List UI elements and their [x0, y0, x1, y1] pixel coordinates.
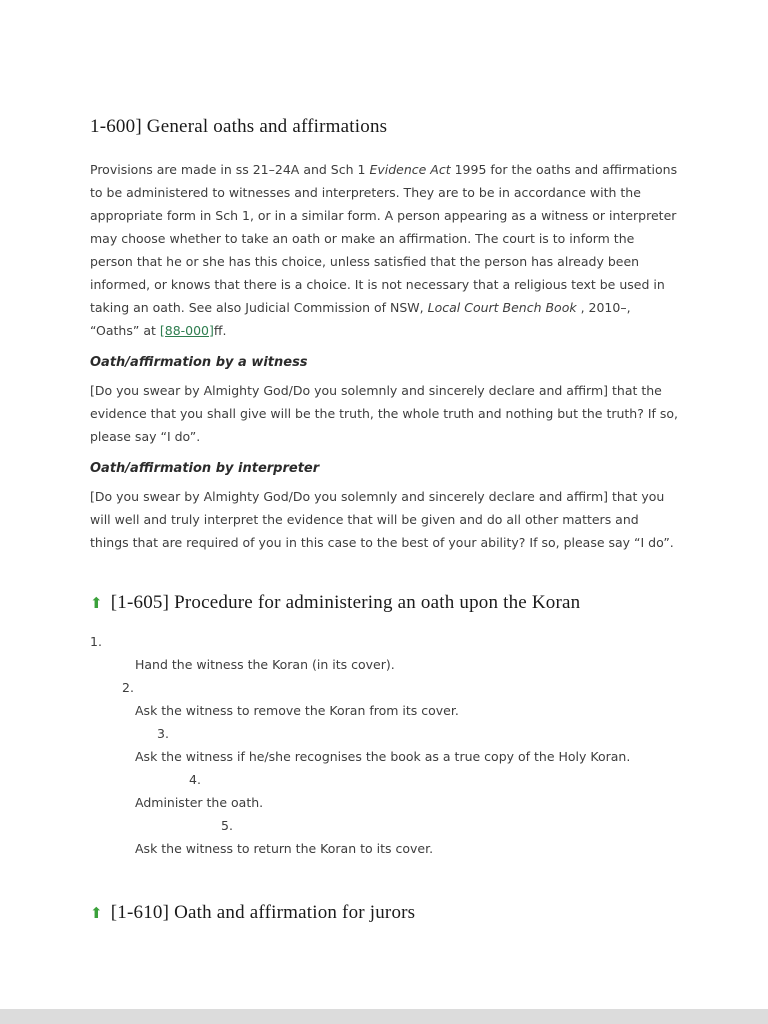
intro-paragraph — [90, 158, 680, 342]
koran-procedure-list — [90, 630, 680, 860]
intro-text-3: , 2010–, “Oaths” at — [90, 300, 631, 338]
witness-paragraph: [Do you swear by Almighty God/Do you solemnly and sincerely declare and affirm] that the evidence that you shall give will be the truth, the whole truth and nothing but the truth? If so, please say “I do”. — [90, 383, 679, 444]
step-number: 2. — [122, 680, 134, 695]
list-item — [90, 676, 680, 722]
interpreter-paragraph: [Do you swear by Almighty God/Do you solemnly and sincerely declare and affirm] that you will well and truly interpret the evidence that will be given and do all other matters and things that are required of you in this case to the best of your ability? If so, please say “I do”. — [90, 489, 674, 550]
link-88-000[interactable]: [88-000] — [159, 323, 214, 338]
section-1605-title: [1-605] Procedure for administering an oath upon the Koran — [110, 592, 581, 613]
step-text: Administer the oath. — [135, 795, 264, 810]
list-item — [90, 722, 680, 768]
bench-book-italic: Local Court Bench Book — [427, 300, 577, 315]
list-item — [90, 768, 680, 814]
viewer-page-gutter — [0, 1009, 768, 1024]
step-number: 4. — [189, 772, 201, 787]
section-heading-1610 — [90, 902, 680, 924]
step-number: 5. — [221, 818, 233, 833]
step-number: 3. — [157, 726, 169, 741]
intro-text-4: ff. — [213, 323, 227, 338]
witness-subheading: Oath/affirmation by a witness — [90, 355, 308, 370]
section-heading-1605 — [90, 592, 680, 614]
step-text: Ask the witness to return the Koran to its cover. — [135, 841, 434, 856]
interpreter-subheading: Oath/affirmation by interpreter — [90, 461, 320, 476]
page-title: 1-600] General oaths and affirmations — [90, 116, 388, 137]
intro-text-1: Provisions are made in ss 21–24A and Sch 1 — [90, 162, 370, 177]
step-text: Ask the witness if he/she recognises the book as a true copy of the Holy Koran. — [135, 749, 631, 764]
list-item — [90, 814, 680, 860]
step-text: Ask the witness to remove the Koran from its cover. — [135, 703, 459, 718]
evidence-act-italic: Evidence Act — [369, 162, 451, 177]
up-arrow-icon[interactable]: ⬆ — [90, 594, 103, 612]
step-text: Hand the witness the Koran (in its cover). — [135, 657, 395, 672]
intro-text-2: 1995 for the oaths and affirmations to be administered to witnesses and interpreters. They are to be in accordance with the appropriate form in Sch 1, or in a similar form. A person appearing as a witness or interpreter may choose whether to take an oath or make an affirmation. The court is to inform the person that he or she has this choice, unless satisfied that the person has already been informed, or knows that there is a choice. It is not necessary that a religious text be used in taking an oath. See also Judicial Commission of NSW, — [90, 162, 678, 315]
section-1610-title: [1-610] Oath and affirmation for jurors — [110, 902, 416, 923]
list-item — [90, 630, 680, 676]
up-arrow-icon[interactable]: ⬆ — [90, 904, 103, 922]
document-content — [90, 116, 680, 924]
step-number: 1. — [90, 634, 102, 649]
